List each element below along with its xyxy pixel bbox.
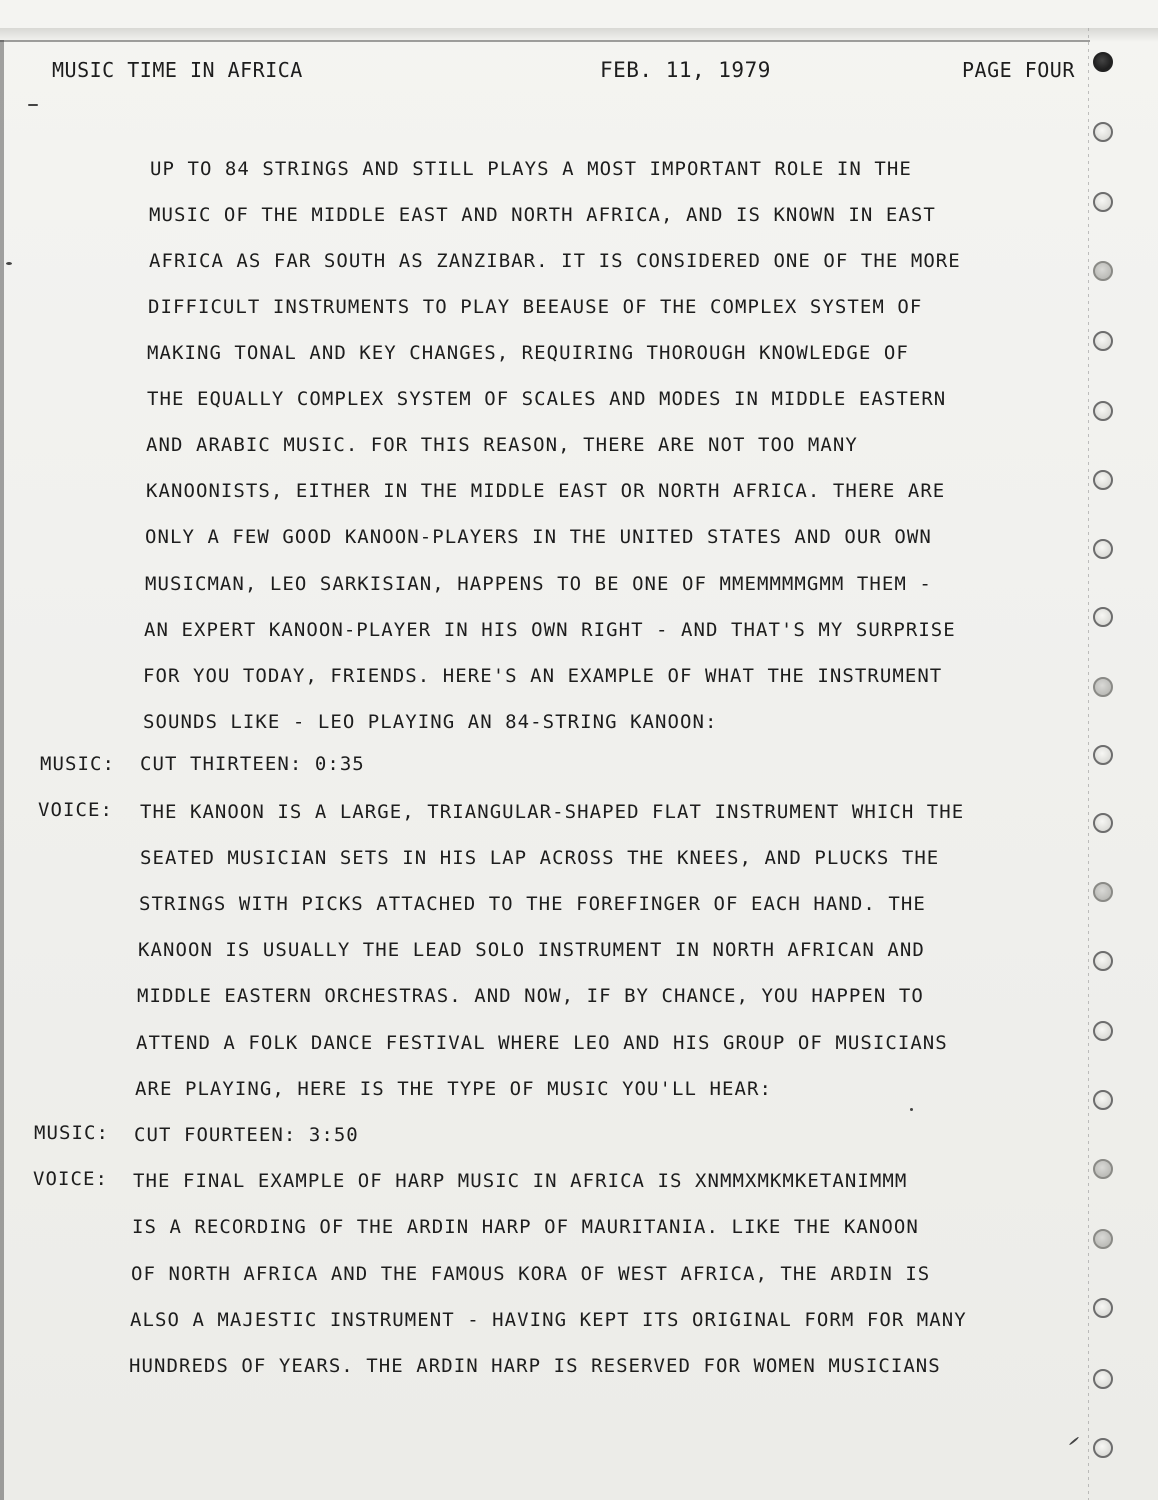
- script-line: THE FINAL EXAMPLE OF HARP MUSIC IN AFRICA IS XNMMXMKMKETANIMMM: [133, 1170, 908, 1192]
- paper-left-edge: [0, 40, 4, 1500]
- feed-hole: [1093, 401, 1113, 421]
- feed-hole: [1093, 1229, 1113, 1249]
- script-line: ATTEND A FOLK DANCE FESTIVAL WHERE LEO AND HIS GROUP OF MUSICIANS: [136, 1032, 948, 1054]
- script-line: IS A RECORDING OF THE ARDIN HARP OF MAURITANIA. LIKE THE KANOON: [132, 1216, 919, 1238]
- page-header: [52, 58, 1092, 92]
- script-line: DIFFICULT INSTRUMENTS TO PLAY BEEAUSE OF THE COMPLEX SYSTEM OF: [148, 296, 923, 318]
- feed-hole: [1093, 1298, 1113, 1318]
- script-line: THE EQUALLY COMPLEX SYSTEM OF SCALES AND MODES IN MIDDLE EASTERN: [147, 388, 947, 410]
- script-line: AFRICA AS FAR SOUTH AS ZANZIBAR. IT IS CONSIDERED ONE OF THE MORE: [149, 250, 961, 272]
- feed-hole: [1093, 52, 1113, 72]
- feed-hole: [1093, 1021, 1113, 1041]
- script-line: THE KANOON IS A LARGE, TRIANGULAR-SHAPED FLAT INSTRUMENT WHICH THE: [140, 801, 965, 823]
- feed-hole: [1093, 261, 1113, 281]
- script-line: MUSIC OF THE MIDDLE EAST AND NORTH AFRICA, AND IS KNOWN IN EAST: [149, 204, 936, 226]
- scan-speck: [28, 104, 38, 106]
- feed-hole: [1093, 539, 1113, 559]
- feed-hole: [1093, 1438, 1113, 1458]
- script-line: MAKING TONAL AND KEY CHANGES, REQUIRING THOROUGH KNOWLEDGE OF: [147, 342, 909, 364]
- page-number: PAGE FOUR: [962, 58, 1075, 82]
- tractor-feed-perforation: [1088, 28, 1089, 1500]
- script-line: AN EXPERT KANOON-PLAYER IN HIS OWN RIGHT - AND THAT'S MY SURPRISE: [144, 619, 956, 641]
- feed-hole: [1093, 192, 1113, 212]
- feed-hole: [1093, 813, 1113, 833]
- cue-label-voice: VOICE:: [38, 799, 113, 821]
- feed-hole: [1093, 882, 1113, 902]
- feed-hole: [1093, 331, 1113, 351]
- feed-hole: [1093, 470, 1113, 490]
- script-line: FOR YOU TODAY, FRIENDS. HERE'S AN EXAMPLE OF WHAT THE INSTRUMENT: [143, 665, 943, 687]
- cue-label-music: MUSIC:: [40, 753, 115, 775]
- script-line: SEATED MUSICIAN SETS IN HIS LAP ACROSS THE KNEES, AND PLUCKS THE: [140, 847, 940, 869]
- script-line: ONLY A FEW GOOD KANOON-PLAYERS IN THE UNITED STATES AND OUR OWN: [145, 526, 932, 548]
- script-line: UP TO 84 STRINGS AND STILL PLAYS A MOST IMPORTANT ROLE IN THE: [150, 158, 912, 180]
- script-line: ALSO A MAJESTIC INSTRUMENT - HAVING KEPT ITS ORIGINAL FORM FOR MANY: [130, 1309, 967, 1331]
- feed-hole: [1093, 951, 1113, 971]
- program-title: MUSIC TIME IN AFRICA: [52, 58, 303, 82]
- feed-hole: [1093, 122, 1113, 142]
- script-line: MIDDLE EASTERN ORCHESTRAS. AND NOW, IF BY CHANCE, YOU HAPPEN TO: [137, 985, 924, 1007]
- feed-hole: [1093, 745, 1113, 765]
- script-line: AND ARABIC MUSIC. FOR THIS REASON, THERE ARE NOT TOO MANY: [146, 434, 858, 456]
- feed-hole: [1093, 1090, 1113, 1110]
- script-line: OF NORTH AFRICA AND THE FAMOUS KORA OF WEST AFRICA, THE ARDIN IS: [131, 1263, 931, 1285]
- script-line: KANOONISTS, EITHER IN THE MIDDLE EAST OR NORTH AFRICA. THERE ARE: [146, 480, 946, 502]
- broadcast-date: FEB. 11, 1979: [600, 58, 771, 82]
- feed-hole: [1093, 1369, 1113, 1389]
- feed-hole: [1093, 1159, 1113, 1179]
- paper-top-rule: [0, 40, 1090, 42]
- scan-speck: [6, 262, 12, 265]
- cue-label-voice: VOICE:: [33, 1168, 108, 1190]
- cue-label-music: MUSIC:: [34, 1122, 109, 1144]
- scan-speck: [910, 1108, 913, 1111]
- script-line: ARE PLAYING, HERE IS THE TYPE OF MUSIC YOU'LL HEAR:: [135, 1078, 772, 1100]
- feed-hole: [1093, 607, 1113, 627]
- script-line: STRINGS WITH PICKS ATTACHED TO THE FOREFINGER OF EACH HAND. THE: [139, 893, 926, 915]
- script-line: HUNDREDS OF YEARS. THE ARDIN HARP IS RESERVED FOR WOMEN MUSICIANS: [129, 1355, 941, 1377]
- scan-speck: [1069, 1436, 1079, 1445]
- script-line: KANOON IS USUALLY THE LEAD SOLO INSTRUMENT IN NORTH AFRICAN AND: [138, 939, 925, 961]
- music-cue: CUT THIRTEEN: 0:35: [140, 753, 365, 775]
- feed-hole: [1093, 677, 1113, 697]
- music-cue: CUT FOURTEEN: 3:50: [134, 1124, 359, 1146]
- script-line: SOUNDS LIKE - LEO PLAYING AN 84-STRING KANOON:: [143, 711, 718, 733]
- script-line: MUSICMAN, LEO SARKISIAN, HAPPENS TO BE ONE OF MMEMMMMGMM THEM -: [145, 573, 932, 595]
